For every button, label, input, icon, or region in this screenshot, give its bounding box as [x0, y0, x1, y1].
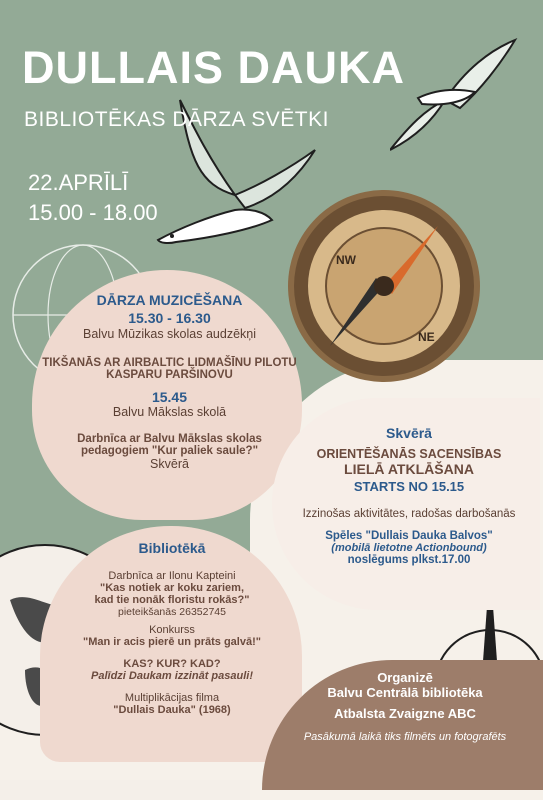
library-workshop-3: kad tie nonāk floristu rokās?" [94, 594, 250, 606]
library-signup: pieteikšanās 26352745 [117, 606, 226, 618]
event-time: 15.00 - 18.00 [28, 199, 158, 225]
poster-subtitle: BIBLIOTĒKAS DĀRZA SVĒTKI [24, 108, 329, 131]
film-label: Multiplikācijas filma [124, 692, 220, 704]
library-workshop-2: "Kas notiek ar koku zariem, [100, 582, 244, 594]
starts: STARTS NO 15.15 [353, 479, 465, 494]
supporter: Atbalsta Zvaigzne ABC [334, 706, 476, 721]
compass-image [288, 190, 480, 382]
games-1: Spēles "Dullais Dauka Balvos" [325, 530, 493, 542]
help-text: Palīdzi Daukam izzināt pasauli! [91, 670, 253, 682]
activities: Izzinošas aktivitātes, radošas darbošanās [302, 508, 516, 520]
square-heading: Skvērā [386, 425, 432, 441]
workshop-1: Darbnīca ar Balvu Mākslas skolas [77, 433, 262, 445]
workshop-2: pedagogiem "Kur paliek saule?" [80, 445, 259, 457]
contest-label: Konkurss [149, 624, 195, 636]
right-program-text [278, 425, 540, 566]
library-program-text [48, 540, 296, 716]
workshop-place: Skvērā [150, 457, 189, 471]
music-heading: DĀRZA MUZICĒŠANA [96, 292, 243, 308]
games-3: noslēgums plkst.17.00 [347, 554, 471, 566]
filming-note: Pasākumā laikā tiks filmēts un fotografēts [303, 731, 507, 743]
compass-label-ne: NE [418, 330, 435, 344]
pilot-heading-1: TIKŠANĀS AR AIRBALTIC LIDMAŠĪNU PILOTU [42, 357, 297, 369]
library-workshop-1: Darbnīca ar Ilonu Kapteini [108, 570, 236, 582]
compass-label-nw: NW [336, 253, 356, 267]
organizer-name: Balvu Centrālā bibliotēka [327, 685, 483, 700]
poster-date [28, 168, 158, 227]
footer-text [268, 670, 542, 743]
music-time: 15.30 - 16.30 [128, 310, 211, 326]
library-heading: Bibliotēkā [138, 540, 206, 556]
poster-title: DULLAIS DAUKA [22, 42, 405, 93]
left-program-text [42, 292, 297, 471]
organizer-label: Organizē [377, 670, 433, 685]
games-2: (mobilā lietotne Actionbound) [331, 542, 487, 554]
orient-1: ORIENTĒŠANĀS SACENSĪBAS [316, 447, 502, 461]
contest-title: "Man ir acis pierē un prāts galvā!" [83, 636, 261, 648]
event-date: 22.APRĪLĪ [28, 170, 129, 195]
film-title: "Dullais Dauka" (1968) [113, 704, 231, 716]
pilot-place: Balvu Mākslas skolā [112, 405, 227, 419]
question: KAS? KUR? KAD? [123, 658, 221, 670]
music-text: Balvu Mūzikas skolas audzēkņi [83, 327, 256, 341]
orient-2: LIELĀ ATKLĀŠANA [344, 461, 474, 477]
pilot-time: 15.45 [151, 389, 188, 405]
pilot-heading-2: KASPARU PARŠINOVU [106, 369, 233, 381]
